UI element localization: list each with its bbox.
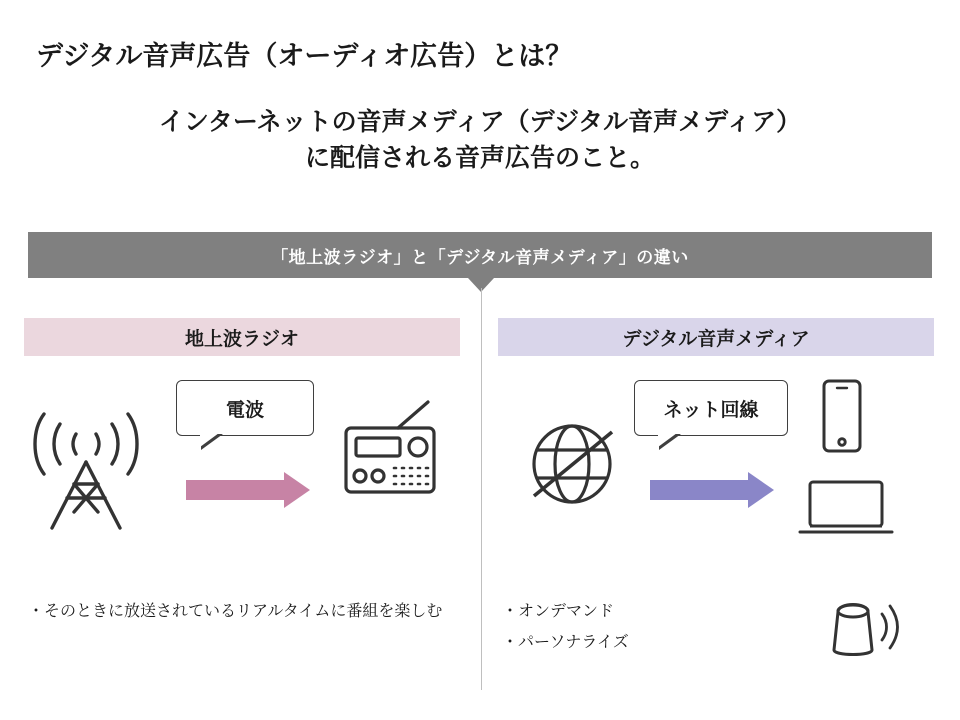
callout-right-tail xyxy=(659,434,681,450)
list-item: ・そのときに放送されているリアルタイムに番組を楽しむ xyxy=(28,603,443,620)
callout-right xyxy=(634,380,788,436)
arrow-shaft xyxy=(186,480,286,500)
section-banner: 「地上波ラジオ」と「デジタル音声メディア」の違い xyxy=(28,232,932,278)
column-divider xyxy=(481,288,482,690)
flow-arrow-left xyxy=(186,472,310,508)
callout-left xyxy=(176,380,314,436)
smartphone-icon xyxy=(820,378,864,459)
callout-right-label: ネット回線 xyxy=(663,399,759,421)
lead-paragraph xyxy=(0,104,960,177)
smart-speaker-icon xyxy=(822,592,902,665)
arrow-head xyxy=(748,472,774,508)
bullets-right xyxy=(502,600,802,662)
bullets-left xyxy=(28,600,458,631)
lead-line-1: インターネットの音声メディア（デジタル音声メディア） xyxy=(158,108,802,136)
globe-network-icon xyxy=(520,412,624,521)
list-item: ・オンデマンド xyxy=(502,603,615,620)
flow-arrow-right xyxy=(650,472,774,508)
lead-line-2: に配信される音声広告のこと。 xyxy=(304,144,655,173)
column-header-right: デジタル音声メディア xyxy=(498,318,934,356)
laptop-icon xyxy=(796,476,896,545)
column-header-left: 地上波ラジオ xyxy=(24,318,460,356)
broadcast-tower-icon xyxy=(22,400,150,537)
arrow-head xyxy=(284,472,310,508)
arrow-shaft xyxy=(650,480,750,500)
callout-left-tail xyxy=(201,434,223,450)
callout-left-label: 電波 xyxy=(225,399,264,421)
radio-receiver-icon xyxy=(336,398,444,513)
list-item: ・パーソナライズ xyxy=(502,633,629,651)
page-title: デジタル音声広告（オーディオ広告）とは？ xyxy=(36,41,573,71)
